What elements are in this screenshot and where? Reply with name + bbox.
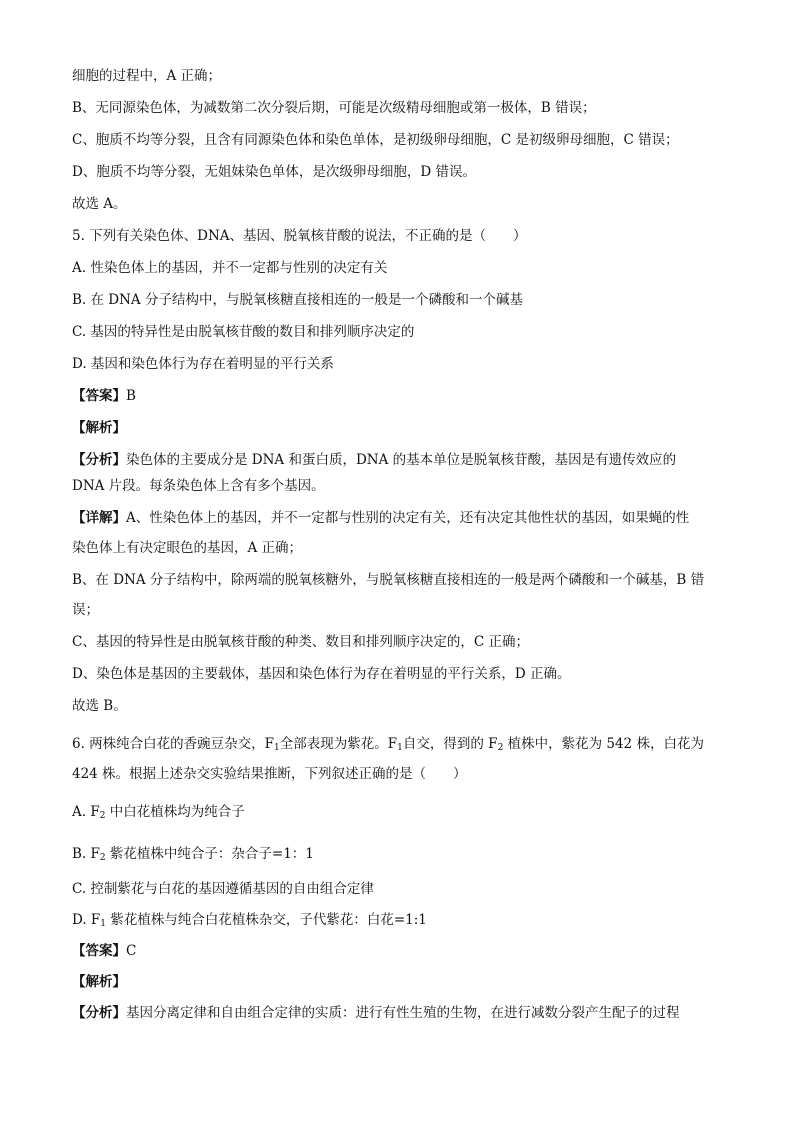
subscript: 1 (397, 743, 403, 753)
question-5-option-a: A. 性染色体上的基因，并不一定都与性别的决定有关 (72, 260, 388, 276)
question-5-option-c: C. 基因的特异性是由脱氧核苷酸的数目和排列顺序决定的 (72, 324, 415, 340)
fenxi-tag: 【分析】 (72, 452, 126, 468)
text-line: B、无同源染色体，为减数第二次分裂后期，可能是次级精母细胞或第一极体，B 错误； (72, 100, 596, 116)
answer-value: B (126, 388, 136, 404)
question-6-option-c: C. 控制紫花与白花的基因遵循基因的自由组合定律 (72, 881, 374, 897)
question-5-fenxi (72, 451, 722, 469)
option-part: B. F (72, 846, 100, 862)
fenxi-text: 染色体的主要成分是 DNA 和蛋白质，DNA 的基本单位是脱氧核苷酸，基因是有遗传效应的 (126, 452, 677, 468)
text-line: 细胞的过程中，A 正确； (72, 68, 222, 84)
answer-tag: 【答案】 (72, 943, 126, 959)
fenxi-text: 基因分离定律和自由组合定律的实质：进行有性生殖的生物，在进行减数分裂产生配子的过程 (126, 1005, 680, 1021)
question-6-fenxi (72, 1004, 722, 1022)
subscript: 1 (100, 919, 107, 929)
answer-value: C (126, 943, 137, 959)
stem-part: 全部表现为紫花。F (279, 736, 398, 752)
question-5-option-d: D. 基因和染色体行为存在着明显的平行关系 (72, 356, 334, 372)
question-6-option-a (72, 803, 722, 821)
text-line: D、染色体是基因的主要载体，基因和染色体行为存在着明显的平行关系，D 正确。 (72, 666, 571, 682)
text-line: 误； (72, 602, 99, 618)
text-line: B、在 DNA 分子结构中，除两端的脱氧核糖外，与脱氧核糖直接相连的一般是两个磷酸和一个碱基，B 错 (72, 572, 705, 588)
option-part: A. F (72, 804, 100, 820)
xiangjie-text: A、性染色体上的基因，并不一定都与性别的决定有关，还有决定其他性状的基因，如果蝇的性 (126, 510, 690, 526)
subscript: 2 (99, 853, 106, 863)
question-5-option-b: B. 在 DNA 分子结构中，与脱氧核糖直接相连的一般是一个磷酸和一个碱基 (72, 292, 523, 308)
subscript: 2 (497, 743, 504, 753)
fenxi-tag: 【分析】 (72, 1005, 126, 1021)
question-6-stem (72, 735, 722, 753)
text-line: 故选 A。 (72, 196, 127, 212)
text-line: 染色体上有决定眼色的基因，A 正确； (72, 540, 303, 556)
question-6-answer (72, 942, 722, 960)
question-6-option-b (72, 845, 722, 863)
text-line: 故选 B。 (72, 698, 127, 714)
option-part: 紫花植株与纯合白花植株杂交，子代紫花：白花=1:1 (106, 912, 427, 928)
stem-part: 6. 两株纯合白花的香豌豆杂交，F (72, 736, 275, 752)
xiangjie-tag: 【详解】 (72, 510, 126, 526)
text-line: C、胞质不均等分裂，且含有同源染色体和染色单体，是初级卵母细胞，C 是初级卵母细胞，C 错误； (72, 132, 679, 148)
text-line: DNA 片段。每条染色体上含有多个基因。 (72, 478, 325, 494)
question-5-analysis-tag: 【解析】 (72, 420, 126, 436)
option-part: 中白花植株均为纯合子 (105, 804, 245, 820)
question-5-stem: 5. 下列有关染色体、DNA、基因、脱氧核苷酸的说法，不正确的是（ ） (72, 228, 527, 244)
subscript: 1 (274, 743, 280, 753)
question-5-xiangjie (72, 509, 722, 527)
answer-tag: 【答案】 (72, 388, 126, 404)
option-part: 紫花植株中纯合子：杂合子=1：1 (105, 846, 314, 862)
stem-part: 植株中，紫花为 542 株，白花为 (503, 736, 704, 752)
option-part: D. F (72, 912, 101, 928)
subscript: 2 (99, 811, 106, 821)
text-line: D、胞质不均等分裂，无姐妹染色单体，是次级卵母细胞，D 错误。 (72, 164, 476, 180)
text-line: 424 株。根据上述杂交实验结果推断，下列叙述正确的是（ ） (72, 766, 467, 782)
question-6-analysis-tag: 【解析】 (72, 974, 126, 990)
question-5-answer (72, 387, 722, 405)
question-6-option-d (72, 911, 722, 929)
text-line: C、基因的特异性是由脱氧核苷酸的种类、数目和排列顺序决定的，C 正确； (72, 634, 529, 650)
stem-part: 自交，得到的 F (402, 736, 498, 752)
